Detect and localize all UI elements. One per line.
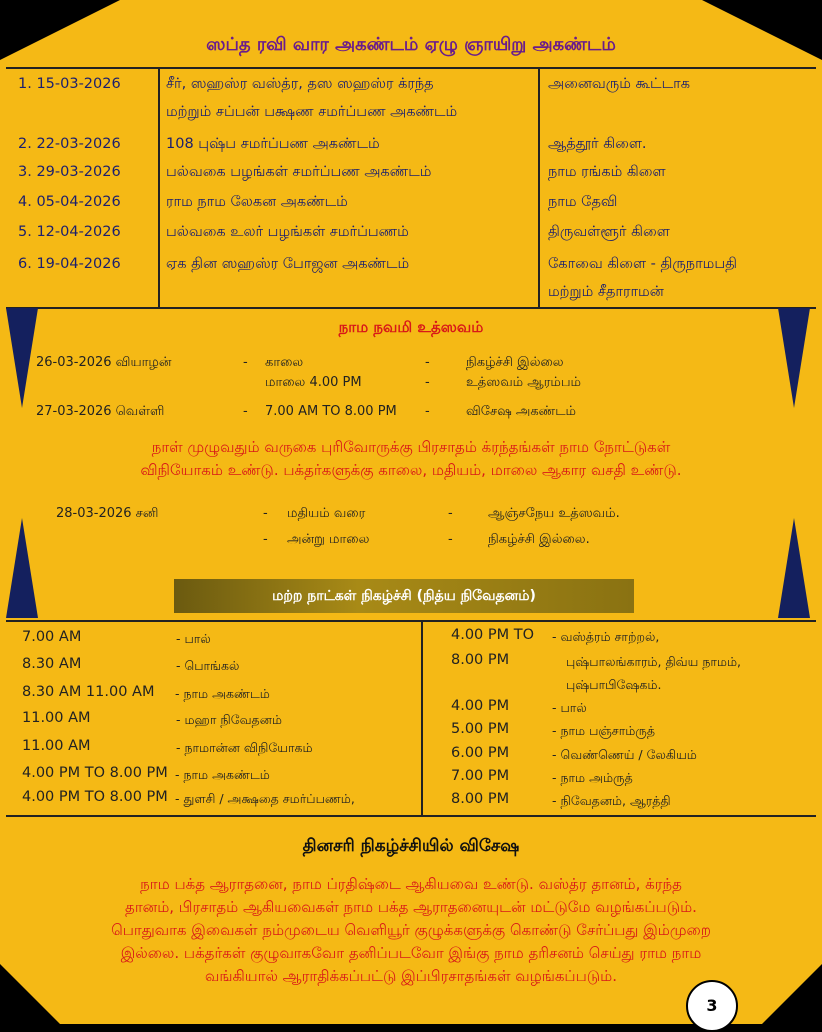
schedule-event: - நாம பஞ்சாம்ருத் xyxy=(552,723,656,738)
saturday-event: நிகழ்ச்சி இல்லை. xyxy=(488,532,590,547)
navami-event: விசேஷ அகண்டம் xyxy=(466,404,577,419)
daily-line: தானம், பிரசாதம் ஆகியவைகள் நாம பக்த ஆராதனையுடன் மட்டுமே வழங்கப்படும். xyxy=(125,898,697,916)
schedule-time: 7.00 PM xyxy=(451,768,510,784)
schedule-event: - நாம அம்ருத் xyxy=(552,770,633,785)
dash: - xyxy=(263,532,268,547)
schedule-event: - நாம அகண்டம் xyxy=(175,767,270,782)
row-organizer: அனைவரும் கூட்டாக xyxy=(548,76,690,92)
row-date: 1. 15-03-2026 xyxy=(18,76,121,92)
schedule-time: 7.00 AM xyxy=(22,629,82,645)
saturday-date: 28-03-2026 சனி xyxy=(56,506,159,521)
schedule-event: - மஹா நிவேதனம் xyxy=(176,712,282,727)
divider xyxy=(421,620,423,815)
schedule-time: 6.00 PM xyxy=(451,745,510,761)
dash: - xyxy=(448,506,453,521)
daily-line: பொதுவாக இவைகள் நம்முடைய வெளியூர் குழுக்களுக்கு கொண்டு சேர்ப்பது இம்முறை xyxy=(111,921,711,939)
page-number: 3 xyxy=(686,980,738,1032)
navami-event: உத்ஸவம் ஆரம்பம் xyxy=(466,375,582,390)
triangle-decoration xyxy=(6,518,38,618)
row-date: 3. 29-03-2026 xyxy=(18,164,121,180)
row-event: ஏக தின ஸஹஸ்ர போஜன அகண்டம் xyxy=(166,256,410,272)
dash: - xyxy=(263,506,268,521)
schedule-time: 4.00 PM xyxy=(451,698,510,714)
row-event: மற்றும் சப்பன் பக்ஷண சமர்ப்பண அகண்டம் xyxy=(166,104,458,120)
row-event: ராம நாம லேகன அகண்டம் xyxy=(166,194,348,210)
dash: - xyxy=(425,375,430,390)
schedule-event: - நிவேதனம், ஆரத்தி xyxy=(552,793,671,808)
row-organizer: மற்றும் சீதாராமன் xyxy=(548,284,664,300)
navami-note: விநியோகம் உண்டு. பக்தர்களுக்கு காலை, மதியம், மாலை ஆகார வசதி உண்டு. xyxy=(140,461,682,479)
schedule-time: 11.00 AM xyxy=(22,710,91,726)
navami-event: நிகழ்ச்சி இல்லை xyxy=(466,355,564,370)
schedule-time: 11.00 AM xyxy=(22,738,91,754)
schedule-event: புஷ்பாபிஷேகம். xyxy=(566,677,662,692)
schedule-time: 8.00 PM xyxy=(451,652,510,668)
row-organizer: ஆத்தூர் கிளை. xyxy=(548,136,647,152)
daily-line: இல்லை. பக்தர்கள் குழுவாகவோ தனிப்படவோ இங்கு நாம தரிசனம் செய்து ராம நாம xyxy=(120,944,702,962)
navami-date: 27-03-2026 வெள்ளி xyxy=(36,404,165,419)
divider xyxy=(158,67,160,307)
row-organizer: திருவள்ளூர் கிளை xyxy=(548,224,670,240)
page-title: ஸப்த ரவி வார அகண்டம் ஏழு ஞாயிறு அகண்டம் xyxy=(206,34,616,55)
schedule-event: - வஸ்த்ரம் சாற்றல், xyxy=(552,629,660,644)
daily-title: தினசரி நிகழ்ச்சியில் விசேஷ xyxy=(302,836,520,856)
daily-line: வங்கியால் ஆராதிக்கப்பட்டு இப்பிரசாதங்கள் வழங்கப்படும். xyxy=(204,967,617,985)
schedule-event: - துளசி / அக்ஷதை சமர்ப்பணம், xyxy=(175,791,355,806)
row-organizer: கோவை கிளை - திருநாமபதி xyxy=(548,256,738,272)
row-organizer: நாம தேவி xyxy=(548,194,618,210)
schedule-time: 4.00 PM TO 8.00 PM xyxy=(22,765,168,781)
dash: - xyxy=(243,404,248,419)
row-date: 4. 05-04-2026 xyxy=(18,194,121,210)
saturday-event: ஆஞ்சநேய உத்ஸவம். xyxy=(488,506,620,521)
divider xyxy=(6,67,816,69)
divider xyxy=(6,815,816,817)
schedule-event: - நாம அகண்டம் xyxy=(175,686,270,701)
schedule-time: 5.00 PM xyxy=(451,721,510,737)
navami-date: 26-03-2026 வியாழன் xyxy=(36,355,172,370)
dash: - xyxy=(243,355,248,370)
row-date: 6. 19-04-2026 xyxy=(18,256,121,272)
schedule-time: 4.00 PM TO xyxy=(451,627,535,643)
schedule-event: - வெண்ணெய் / லேகியம் xyxy=(552,747,697,762)
divider xyxy=(538,67,540,307)
schedule-time: 8.00 PM xyxy=(451,791,510,807)
row-date: 2. 22-03-2026 xyxy=(18,136,121,152)
navami-title: நாம நவமி உத்ஸவம் xyxy=(338,318,484,336)
triangle-decoration xyxy=(778,518,810,618)
saturday-time: அன்று மாலை xyxy=(287,532,370,547)
schedule-event: புஷ்பாலங்காரம், திவ்ய நாமம், xyxy=(566,654,741,669)
navami-time: 7.00 AM TO 8.00 PM xyxy=(265,404,397,419)
row-event: சீர், ஸஹஸ்ர வஸ்த்ர, தஸ ஸஹஸ்ர க்ரந்த xyxy=(166,76,434,92)
row-event: பல்வகை உலர் பழங்கள் சமர்ப்பணம் xyxy=(166,224,409,240)
dash: - xyxy=(448,532,453,547)
row-date: 5. 12-04-2026 xyxy=(18,224,121,240)
schedule-time: 8.30 AM xyxy=(22,656,82,672)
schedule-event: - நாமான்ன விநியோகம் xyxy=(176,740,313,755)
navami-note: நாள் முழுவதும் வருகை புரிவோருக்கு பிரசாதம் க்ரந்தங்கள் நாம நோட்டுகள் xyxy=(151,438,671,456)
dash: - xyxy=(425,404,430,419)
divider xyxy=(6,307,816,309)
row-event: 108 புஷ்ப சமர்ப்பண அகண்டம் xyxy=(166,136,380,152)
row-event: பல்வகை பழங்கள் சமர்ப்பண அகண்டம் xyxy=(166,164,432,180)
schedule-time: 8.30 AM 11.00 AM xyxy=(22,684,155,700)
saturday-time: மதியம் வரை xyxy=(287,506,366,521)
row-organizer: நாம ரங்கம் கிளை xyxy=(548,164,666,180)
schedule-event: - பால் xyxy=(176,631,211,646)
schedule-time: 4.00 PM TO 8.00 PM xyxy=(22,789,168,805)
navami-time: மாலை 4.00 PM xyxy=(265,375,362,390)
schedule-event: - பால் xyxy=(552,700,587,715)
schedule-event: - பொங்கல் xyxy=(176,658,240,673)
other-days-banner: மற்ற நாட்கள் நிகழ்ச்சி (நித்ய நிவேதனம்) xyxy=(174,579,634,613)
daily-line: நாம பக்த ஆராதனை, நாம ப்ரதிஷ்டை ஆகியவை உண்டு. வஸ்த்ர தானம், க்ரந்த xyxy=(140,875,682,893)
dash: - xyxy=(425,355,430,370)
divider xyxy=(6,620,816,622)
navami-time: காலை xyxy=(265,355,304,370)
